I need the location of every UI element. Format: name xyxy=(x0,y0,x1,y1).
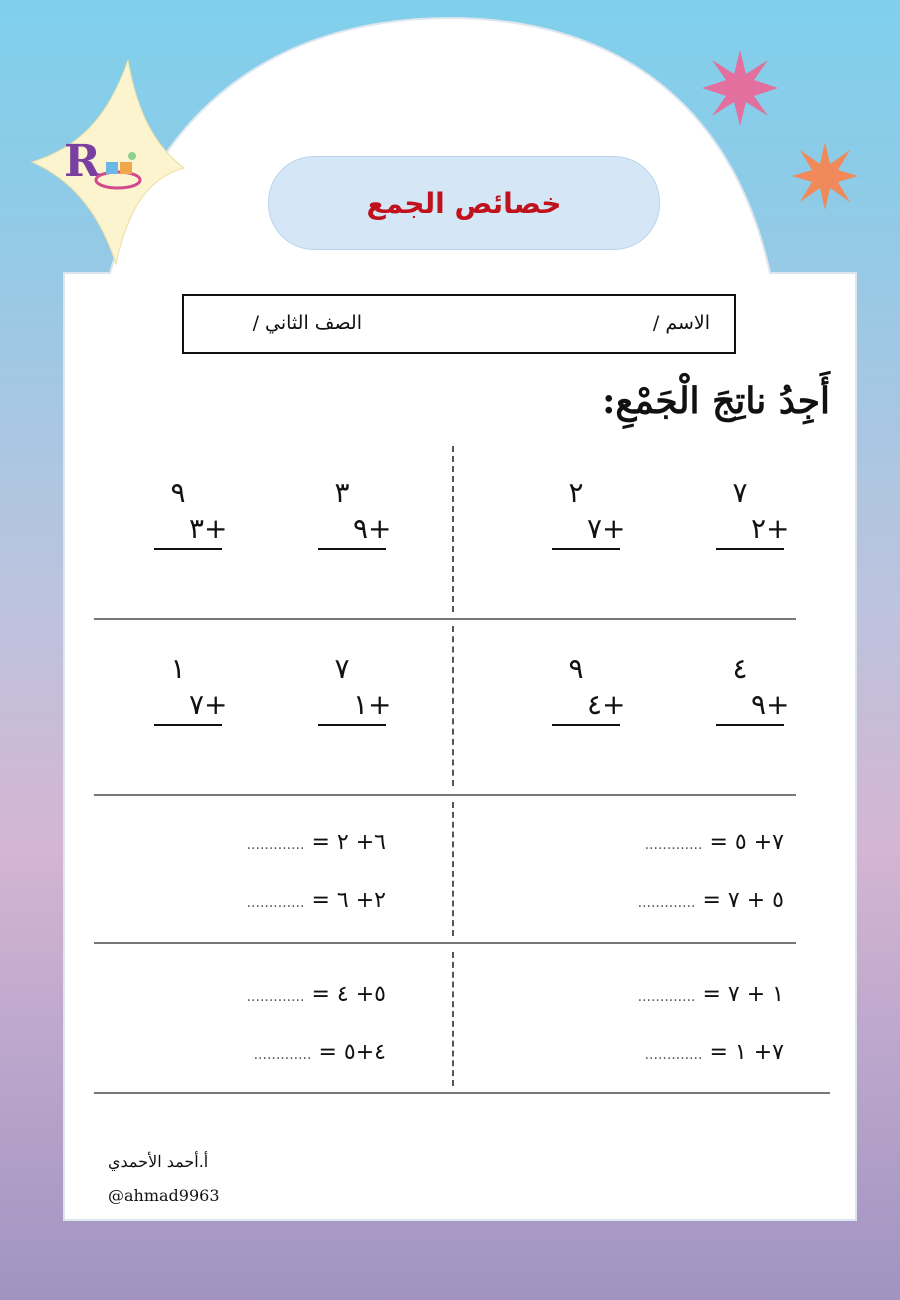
problem-addend: ٧ xyxy=(586,512,602,545)
problem-addend: ١ xyxy=(352,688,368,721)
row-divider xyxy=(94,618,796,620)
answer-line[interactable] xyxy=(552,724,620,726)
answer-blank[interactable]: ............. xyxy=(246,895,305,911)
plus-sign: + xyxy=(368,688,392,721)
equation-expression: ٢+ ٦ = xyxy=(311,888,386,913)
logo xyxy=(64,136,146,192)
pink-star-icon xyxy=(700,48,780,128)
answer-line[interactable] xyxy=(154,724,222,726)
problem-top-number: ٩ xyxy=(568,652,584,685)
orange-star-icon xyxy=(790,140,860,212)
answer-blank[interactable]: ............. xyxy=(644,837,703,853)
logo-letter: R xyxy=(64,136,101,187)
plus-sign: + xyxy=(204,512,228,545)
answer-line[interactable] xyxy=(716,724,784,726)
equation-expression: ٧+ ١ = xyxy=(709,1040,784,1065)
equation-expression: ٥+ ٤ = xyxy=(311,982,386,1007)
answer-blank[interactable]: ............. xyxy=(253,1047,312,1063)
answer-line[interactable] xyxy=(318,724,386,726)
problem-addend: ٣ xyxy=(188,512,204,545)
equation-expression: ٥ + ٧ = xyxy=(702,888,784,913)
problem-addend: ٩ xyxy=(352,512,368,545)
problem-top-number: ٢ xyxy=(568,476,584,509)
equation xyxy=(254,1040,386,1065)
problem-top-number: ٧ xyxy=(732,476,748,509)
row-divider xyxy=(94,794,796,796)
name-label: الاسم / xyxy=(652,312,710,334)
problem-addend: ٧ xyxy=(188,688,204,721)
problem-top-number: ٩ xyxy=(170,476,186,509)
author-name: أ.أحمد الأحمدي xyxy=(108,1152,209,1171)
answer-line[interactable] xyxy=(716,548,784,550)
answer-blank[interactable]: ............. xyxy=(637,989,696,1005)
answer-blank[interactable]: ............. xyxy=(637,895,696,911)
problem-top-number: ١ xyxy=(170,652,186,685)
plus-sign: + xyxy=(602,512,626,545)
answer-blank[interactable]: ............. xyxy=(644,1047,703,1063)
problem-addend: ٩ xyxy=(750,688,766,721)
row-divider xyxy=(94,942,796,944)
student-info-box xyxy=(182,294,736,354)
equation xyxy=(247,982,386,1007)
plus-sign: + xyxy=(602,688,626,721)
equation xyxy=(247,830,386,855)
answer-line[interactable] xyxy=(318,548,386,550)
equation xyxy=(247,888,386,913)
problem-addend: ٢ xyxy=(750,512,766,545)
book-icon xyxy=(92,150,146,190)
column-divider xyxy=(452,446,454,612)
equation xyxy=(638,982,784,1007)
equation-expression: ٦+ ٢ = xyxy=(311,830,386,855)
equation xyxy=(645,830,784,855)
column-divider xyxy=(452,952,454,1086)
answer-line[interactable] xyxy=(154,548,222,550)
plus-sign: + xyxy=(204,688,228,721)
problem-top-number: ٧ xyxy=(334,652,350,685)
answer-blank[interactable]: ............. xyxy=(246,989,305,1005)
problem-top-number: ٤ xyxy=(732,652,748,685)
page-title: خصائص الجمع xyxy=(268,156,660,250)
plus-sign: + xyxy=(368,512,392,545)
equation-expression: ٧+ ٥ = xyxy=(709,830,784,855)
equation xyxy=(638,888,784,913)
instruction-heading: أَجِدُ ناتِجَ الْجَمْعِ: xyxy=(602,380,830,422)
equation-expression: ٤+٥ = xyxy=(318,1040,386,1065)
equation-expression: ١ + ٧ = xyxy=(702,982,784,1007)
equation xyxy=(645,1040,784,1065)
grade-label: الصف الثاني / xyxy=(252,312,362,334)
problem-top-number: ٣ xyxy=(334,476,350,509)
answer-line[interactable] xyxy=(552,548,620,550)
column-divider xyxy=(452,802,454,936)
problem-addend: ٤ xyxy=(586,688,602,721)
author-handle: @ahmad9963 xyxy=(108,1186,220,1205)
plus-sign: + xyxy=(766,512,790,545)
row-divider xyxy=(94,1092,830,1094)
answer-blank[interactable]: ............. xyxy=(246,837,305,853)
plus-sign: + xyxy=(766,688,790,721)
column-divider xyxy=(452,626,454,786)
